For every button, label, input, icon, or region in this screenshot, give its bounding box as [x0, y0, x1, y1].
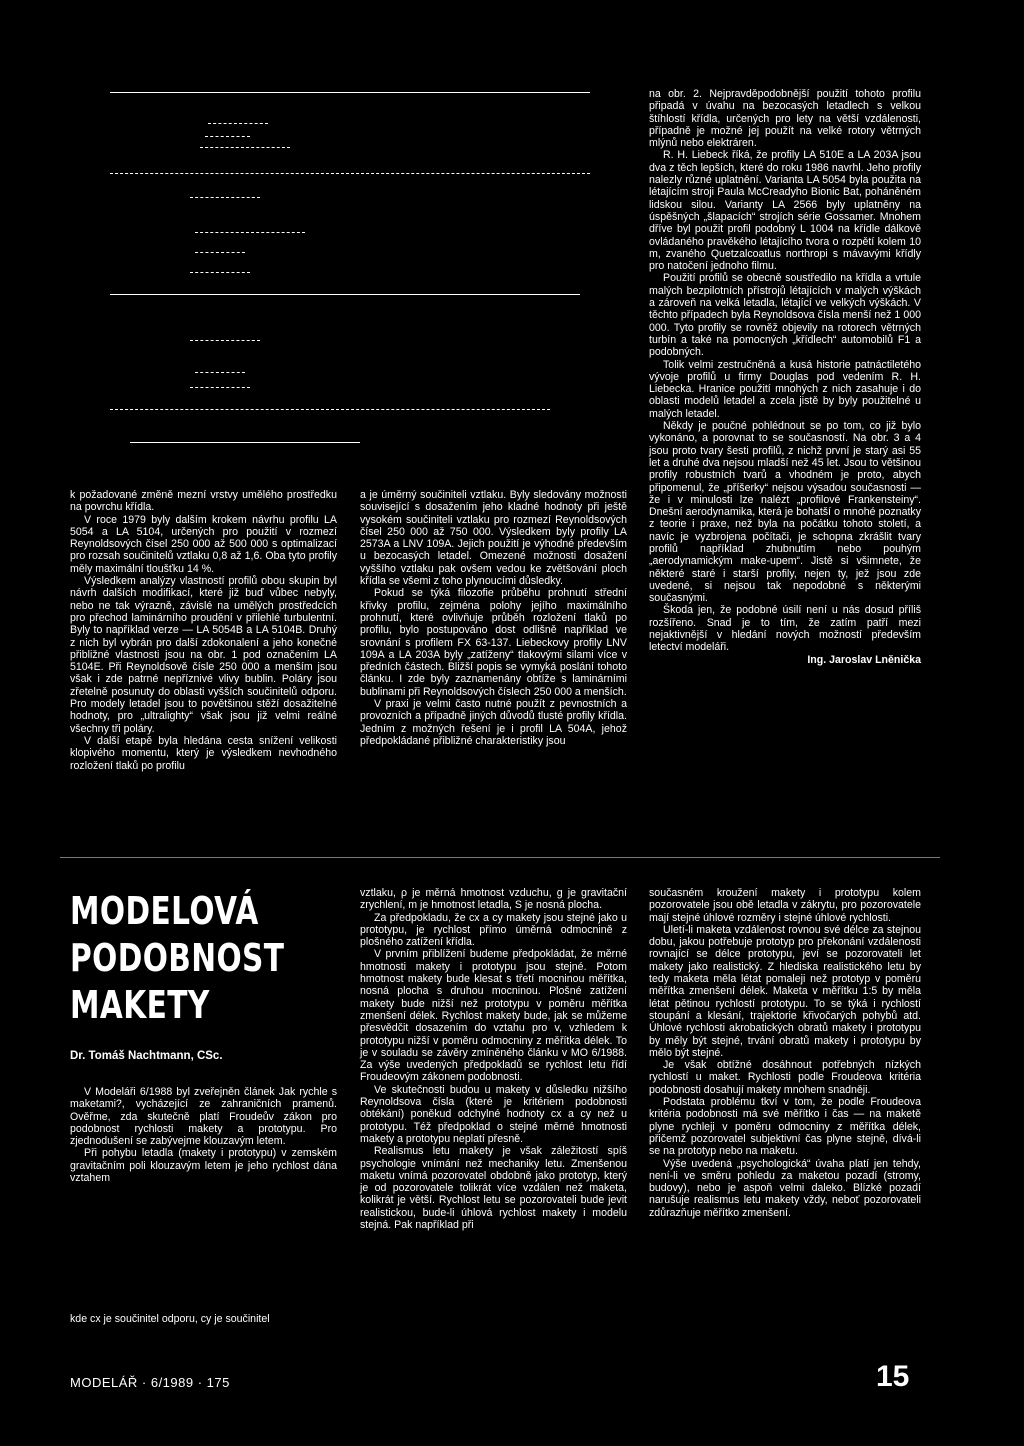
- figure-line: [195, 252, 245, 253]
- paragraph: na obr. 2. Nejpravděpodobnější použití tohoto profilu připadá v úvahu na bezocasých letadlech s velkou štíhlostí křídla, určených pro lety na větší vzdálenosti, případně je možné jej použít na velké rotory větrných mlýnů nebo elektráren.: [649, 88, 921, 150]
- headline-line: PODOBNOST: [70, 936, 285, 980]
- article-headline: [70, 888, 285, 1029]
- figure-line: [190, 387, 250, 388]
- paragraph: V další etapě byla hledána cesta snížení velikosti klopivého momentu, který je výsledkem nevhodného rozložení tlaků po profilu: [70, 734, 337, 772]
- figure-line: [190, 272, 250, 273]
- paragraph: k požadované změně mezní vrstvy umělého prostředku na povrchu křídla.: [70, 489, 337, 514]
- paragraph: a je úměrný součiniteli vztlaku. Byly sledovány možnosti související s dosažením jeho kladné hodnoty při ještě vysokém součiniteli vztlaku pro rozmezí Reynoldsových čísel 250 000 až 750 000. Výsledkem byly profily LA 2573A a LNV 109A. Jejich použití je výhodné především u bezocasých letadel. Omezené možnosti dosažení vyššího vztlaku pak ovšem vedou ke zvětšování ploch křídla se všemi z toho plynoucími důsledky.: [360, 489, 627, 588]
- paragraph: Výše uvedená „psychologická“ úvaha platí jen tehdy, není-li ve směru pohledu za maketou pozadí (stromy, budovy), nebo je aspoň velmi daleko. Blízké pozadí narušuje realismus letu makety vždy, neboť pozorovateli zdůrazňuje měřítko zmenšení.: [649, 1157, 921, 1219]
- paragraph: Je však obtížné dosáhnout potřebných nízkých rychlostí u maket. Rychlosti podle Froudeova kritéria podobnosti dosahují makety mnohem snadněji.: [649, 1059, 921, 1096]
- paragraph: současném kroužení makety i prototypu kolem pozorovatele jsou obě letadla v zákrytu, pro pozorovatele mají stejné úhlové rozměry i stejné úhlové rychlosti.: [649, 887, 921, 924]
- paragraph: Při pohybu letadla (makety i prototypu) v zemském gravitačním poli klouzavým letem je jeho rychlost dána vztahem: [70, 1147, 337, 1185]
- headline-line: MODELOVÁ: [70, 889, 259, 933]
- paragraph: R. H. Liebeck říká, že profily LA 510E a LA 203A jsou dva z těch lepších, které do roku 1986 navrhl. Jeho profily nalezly různé uplatnění. Varianta LA 5054 byla použita na létajícím stroji Paula McCreadyho Bionic Bat, poháněném lidskou silou. Varianty LA 2566 byly uplatněny na úspěšných „šlapacích“ strojích série Gossamer. Mnohem dříve byl použit profil podobný L 1004 na křídle dálkově ovládaného pravěkého létajícího tvora o rozpětí kolem 10 m, zvaného Quetzalcoatlus northropi s mávavými křídly pro natočení jednoho filmu.: [649, 149, 921, 273]
- paragraph: Uletí-li maketa vzdálenost rovnou své délce za stejnou dobu, jakou potřebuje prototyp pro překonání vzdálenosti rovnající se délce prototypu, jeví se pozorovateli let makety jako realistický. Z hlediska realistického letu by tedy maketa měla létat pomaleji než prototyp v poměru měřítka zmenšení délek. Maketa v měřítku 1:5 by měla létat pětinou rychlostí prototypu. To se týká i rychlostí stoupání a klesání, trajektorie křivočarých pohybů atd. Úhlové rychlosti akrobatických obratů makety i prototypu by měly být stejné, trvání obratů makety i prototypu by mělo být stejné.: [649, 923, 921, 1059]
- paragraph: Ve skutečnosti budou u makety v důsledku nižšího Reynoldsova čísla (které je kritériem podobnosti obtékání) poněkud odchylné hodnoty cx a cy než u prototypu. Též předpoklad o stejné měrné hmotnosti makety a prototypu neplatí přesně.: [360, 1083, 627, 1145]
- figure-line: [190, 197, 260, 198]
- paragraph: Použití profilů se obecně soustředilo na křídla a vrtule malých bezpilotních přístrojů létajících v malých výškách a zároveň na velká letadla, létající ve velkých výškách. V těchto případech byla Reynoldsova čísla menší než 1 000 000. Tyto profily se rovněž objevily na rotorech větrných turbín a také na pomocných „křídlech“ automobilů F1 a podobných.: [649, 272, 921, 359]
- formula-placeholder: [70, 1225, 340, 1305]
- figure-line: [110, 173, 590, 174]
- figure-line: [195, 372, 245, 373]
- article-author: Dr. Tomáš Nachtmann, CSc.: [70, 1050, 223, 1062]
- paragraph: Někdy je poučné pohlédnout se po tom, co již bylo vykonáno, a porovnat to se současností. Na obr. 3 a 4 jsou proto tvary šesti profilů, z nichž první je starý asi 55 let a druhé dva nejsou mladší než 45 let. Jsou to většinou profily robustních tvarů a vhodném je proto, abych připomenul, že „příšerky“ nejsou výsadou současnosti — že i v minulosti lze nalézt „profilové Frankensteiny“. Dnešní aerodynamika, která je bohatší o mnohé poznatky z teorie i praxe, než byla na počátku tohoto století, a navíc je vyzbrojena počítači, je schopna zkrášlit tvary profilů například zhubnutím nebo pouhým „aerodynamickým make-upem“. Jistě si všimnete, že některé staré i starší profily, nejen ty, jež jsou zde uvedené, si nejsou tak nepodobné s některými současnými.: [649, 420, 921, 605]
- figure-line: [110, 409, 550, 410]
- upper-column-1: [70, 489, 337, 772]
- figure-line: [205, 136, 250, 137]
- figure-line: [208, 123, 268, 124]
- paragraph: Za předpokladu, že cx a cy makety jsou stejné jako u prototypu, je rychlost přímo úměrná odmocnině z plošného zatížení křídla.: [360, 911, 627, 949]
- figure-line: [200, 147, 290, 148]
- paragraph: kde cx je součinitel odporu, cy je součinitel: [70, 1313, 270, 1325]
- lower-column-1-bottom: [70, 1313, 337, 1325]
- section-separator: [60, 857, 940, 858]
- paragraph: V roce 1979 byly dalším krokem návrhu profilu LA 5054 a LA 5104, určených pro použití v rozmezí Reynoldsových čísel 250 000 až 500 000 s optimalizací pro rozsah součinitelů vztlaku 0,8 až 1,6. Oba tyto profily měly maximální tloušťku 14 %.: [70, 513, 337, 575]
- paragraph: V praxi je velmi často nutné použít z pevnostních a provozních a případně jiných důvodů tlusté profily křídla. Jedním z možných řešení je i profil LA 504A, jehož předpokládané přibližné charakteristiky jsou: [360, 698, 627, 747]
- paragraph: Výsledkem analýzy vlastností profilů obou skupin byl návrh dalších modifikací, které již buď vůbec nebyly, nebo ne tak výrazně, závislé na umělých prostředcích pro přechod laminárního proudění v přilehlé turbulentní. Byly to například verze — LA 5054B a LA 5104B. Druhý z nich byl vybrán pro další zdokonalení a jeho konečné přibližné vlastnosti jsou na obr. 1 pod označením LA 5104E. Při Reynoldsově čísle 250 000 a menším jsou však i zde patrné nepříznivé vlivy bublin. Poláry jsou zřetelně posunuty do oblasti vyšších součinitelů odporu. Pro modely letadel jsou to povětšinou stěží dosažitelné hodnoty, pro „ultralighty“ však jsou již velmi reálné všechny tři poláry.: [70, 575, 337, 735]
- page-footer-magazine: MODELÁŘ · 6/1989 · 175: [70, 1375, 230, 1390]
- lower-column-1: [70, 1086, 337, 1184]
- figure-line: [195, 232, 305, 233]
- paragraph: vztlaku, ρ je měrná hmotnost vzduchu, g je gravitační zrychlení, m je hmotnost letadla, S je nosná plocha.: [360, 887, 627, 912]
- upper-column-3: [649, 88, 921, 666]
- figure-line: [110, 92, 590, 93]
- paragraph: Tolik velmi zestručněná a kusá historie patnáctiletého vývoje profilů u firmy Douglas pod vedením R. H. Liebecka. Hranice použití mnohých z nich zasahuje i do oblasti modelů letadel a zcela jistě by byly použitelné u malých letadel.: [649, 358, 921, 420]
- paragraph: Škoda jen, že podobné úsilí není u nás dosud příliš rozšířeno. Snad je to tím, že zatím patří mezi nejaktivnější v hledání nových možností především letectví modeláři.: [649, 604, 921, 654]
- author-signature: Ing. Jaroslav Lnĕnička: [807, 653, 921, 666]
- upper-column-2: [360, 489, 627, 747]
- lower-column-3: [649, 887, 921, 1219]
- paragraph: Pokud se týká filozofie průběhu prohnutí střední křivky profilu, zejména polohy jejího maximálního prohnutí, které ovlivňuje průběh rozložení tlaků po profilu, bylo postupováno dost odlišně například ve srovnání s profilem FX 63-137. Liebeckovy profily LNV 109A a LA 203A byly „zatíženy“ tlakovými silami více v předních částech. Bližší popis se vymyká poslání tohoto článku. I zde byly zaznamenány obtíže s laminárními bublinami při Reynoldsových číslech 250 000 a menších.: [360, 587, 627, 698]
- paragraph: Realismus letu makety je však záležitostí spíš psychologie vnímání než mechaniky letu. Zmenšenou maketu vnímá pozorovatel obdobně jako prototyp, který je od pozorovatele tolikrát více vzdálen než maketa, kolikrát je větší. Rychlost letu se pozorovateli bude jevit realistickou, bude-li úhlová rychlost makety i modelu stejná. Pak například při: [360, 1145, 627, 1232]
- page-number: 15: [876, 1360, 910, 1393]
- paragraph: V Modeláři 6/1988 byl zveřejněn článek Jak rychle s maketami?, vycházející ze zahraničních pramenů. Ověřme, zda skutečně platí Froudeův zákon pro podobnost rychlosti makety a prototypu. Pro zjednodušení se zabývejme klouzavým letem.: [70, 1086, 337, 1148]
- paragraph: Podstata problému tkví v tom, že podle Froudeova kritéria podobnosti má své měřítko i čas — na maketě plyne rychleji v poměru odmocniny z měřítka délek, přičemž pozorovatel subjektivní čas plyne stejně, dívá-li se na prototyp nebo na maketu.: [649, 1096, 921, 1158]
- figure-line: [190, 340, 260, 341]
- lower-column-2: [360, 887, 627, 1231]
- figure-line: [130, 442, 360, 443]
- paragraph: V prvním přiblížení budeme předpokládat, že měrné hmotnosti makety i prototypu jsou stejné. Potom hmotnost makety bude klesat s třetí mocninou měřítka, nosná plocha s druhou mocninou. Plošné zatížení makety bude nižší než prototypu v poměru měřítka zmenšení délek. Rychlost makety bude, jak se můžeme přesvědčit dosazením do vztahu pro v, vzhledem k prototypu nižší v poměru odmocniny z měřítka délek. To je v souladu se závěry zmíněného článku v MO 6/1988. Za výše uvedených předpokladů se rychlost letu řídí Froudeovým zákonem podobnosti.: [360, 948, 627, 1084]
- headline-line: MAKETY: [70, 983, 210, 1027]
- figure-line: [110, 294, 580, 295]
